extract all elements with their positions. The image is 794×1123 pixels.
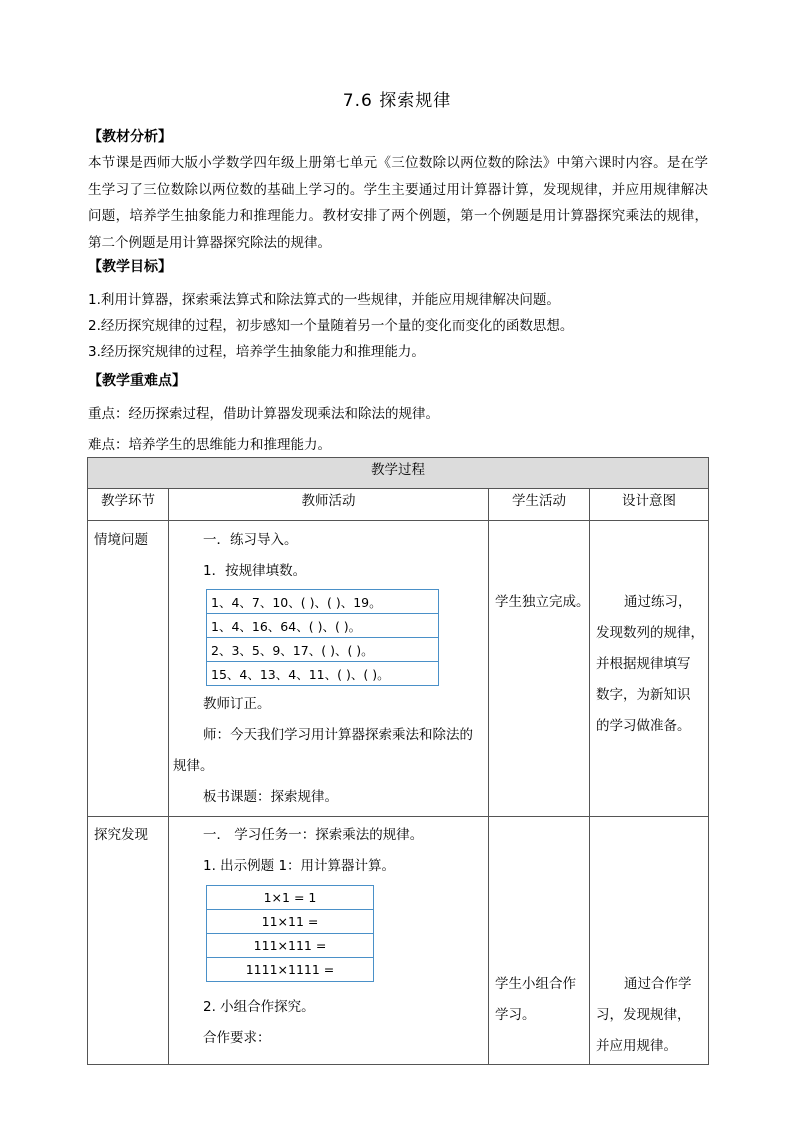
goal-item: 1.利用计算器，探索乘法算式和除法算式的一些规律，并能应用规律解决问题。 <box>88 292 560 308</box>
intent-line: 通过练习， <box>624 594 692 610</box>
multiplication-table <box>206 885 374 982</box>
column-header-teacher: 教师活动 <box>169 489 489 521</box>
intent-line: 通过合作学 <box>624 976 692 992</box>
teacher-line: 合作要求： <box>203 1030 271 1046</box>
teacher-activity-cell <box>169 817 489 1065</box>
table-row <box>88 817 709 1065</box>
intent-line: 发现数列的规律， <box>596 625 704 641</box>
design-intent-cell <box>590 817 709 1065</box>
key-points-heading: 【教学重难点】 <box>88 373 186 389</box>
sequence-cell: 1、4、16、64、( )、( )。 <box>207 614 439 638</box>
goal-item: 2.经历探究规律的过程，初步感知一个量随着另一个量的变化而变化的函数思想。 <box>88 318 574 334</box>
teacher-line: 规律。 <box>173 758 214 774</box>
stage-label: 情境问题 <box>94 532 148 548</box>
column-header-stage: 教学环节 <box>88 489 169 521</box>
key-point: 重点：经历探索过程，借助计算器发现乘法和除法的规律。 <box>88 406 439 422</box>
stage-label: 探究发现 <box>94 827 148 843</box>
teacher-line: 1. 出示例题 1：用计算器计算。 <box>203 858 396 874</box>
product-cell: 11×11 = <box>207 910 374 934</box>
student-text: 学生独立完成。 <box>495 594 590 610</box>
teacher-line: 一．练习导入。 <box>203 532 298 548</box>
sequence-cell: 15、4、13、4、11、( )、( )。 <box>207 662 439 686</box>
product-cell: 1×1 = 1 <box>207 886 374 910</box>
student-activity-cell <box>489 521 590 817</box>
student-line: 学生小组合作 <box>495 976 576 992</box>
table-row <box>88 521 709 817</box>
intent-line: 并根据规律填写 <box>596 656 691 672</box>
intent-line: 数字，为新知识 <box>596 687 691 703</box>
product-cell: 111×111 = <box>207 934 374 958</box>
difficult-point: 难点：培养学生的思维能力和推理能力。 <box>88 437 331 453</box>
teacher-line: 教师订正。 <box>203 696 271 712</box>
analysis-text: 本节课是西师大版小学数学四年级上册第七单元《三位数除以两位数的除法》中第六课时内容。是在学生学习了三位数除以两位数的基础上学习的。学生主要通过用计算器计算，发现规律，并应用规律解决问题，培养学生抽象能力和推理能力。教材安排了两个例题，第一个例题是用计算器探究乘法的规律，第二个例题是用计算器探究除法的规律。 <box>88 155 708 251</box>
intent-line: 并应用规律。 <box>596 1038 677 1054</box>
column-header-student: 学生活动 <box>489 489 590 521</box>
sequence-table <box>206 589 439 686</box>
design-intent-cell <box>590 521 709 817</box>
stage-cell <box>88 521 169 817</box>
teaching-process-table <box>87 457 709 1065</box>
stage-cell <box>88 817 169 1065</box>
teacher-line: 1．按规律填数。 <box>203 563 307 579</box>
sequence-cell: 1、4、7、10、( )、( )、19。 <box>207 590 439 614</box>
teacher-line: 师：今天我们学习用计算器探索乘法和除法的 <box>203 727 473 743</box>
teacher-line: 一． 学习任务一：探索乘法的规律。 <box>203 827 424 843</box>
student-activity-cell <box>489 817 590 1065</box>
page-title: 7.6 探索规律 <box>342 91 452 111</box>
table-caption: 教学过程 <box>88 458 709 489</box>
sequence-cell: 2、3、5、9、17、( )、( )。 <box>207 638 439 662</box>
teacher-activity-cell <box>169 521 489 817</box>
intent-line: 的学习做准备。 <box>596 718 691 734</box>
goals-heading: 【教学目标】 <box>88 259 172 275</box>
product-cell: 1111×1111 = <box>207 958 374 982</box>
analysis-heading: 【教材分析】 <box>88 129 172 145</box>
teacher-line: 板书课题：探索规律。 <box>203 789 338 805</box>
intent-line: 习，发现规律， <box>596 1007 691 1023</box>
goal-item: 3.经历探究规律的过程，培养学生抽象能力和推理能力。 <box>88 344 425 360</box>
student-line: 学习。 <box>495 1007 536 1023</box>
column-header-intent: 设计意图 <box>590 489 709 521</box>
teacher-line: 2. 小组合作探究。 <box>203 999 315 1015</box>
